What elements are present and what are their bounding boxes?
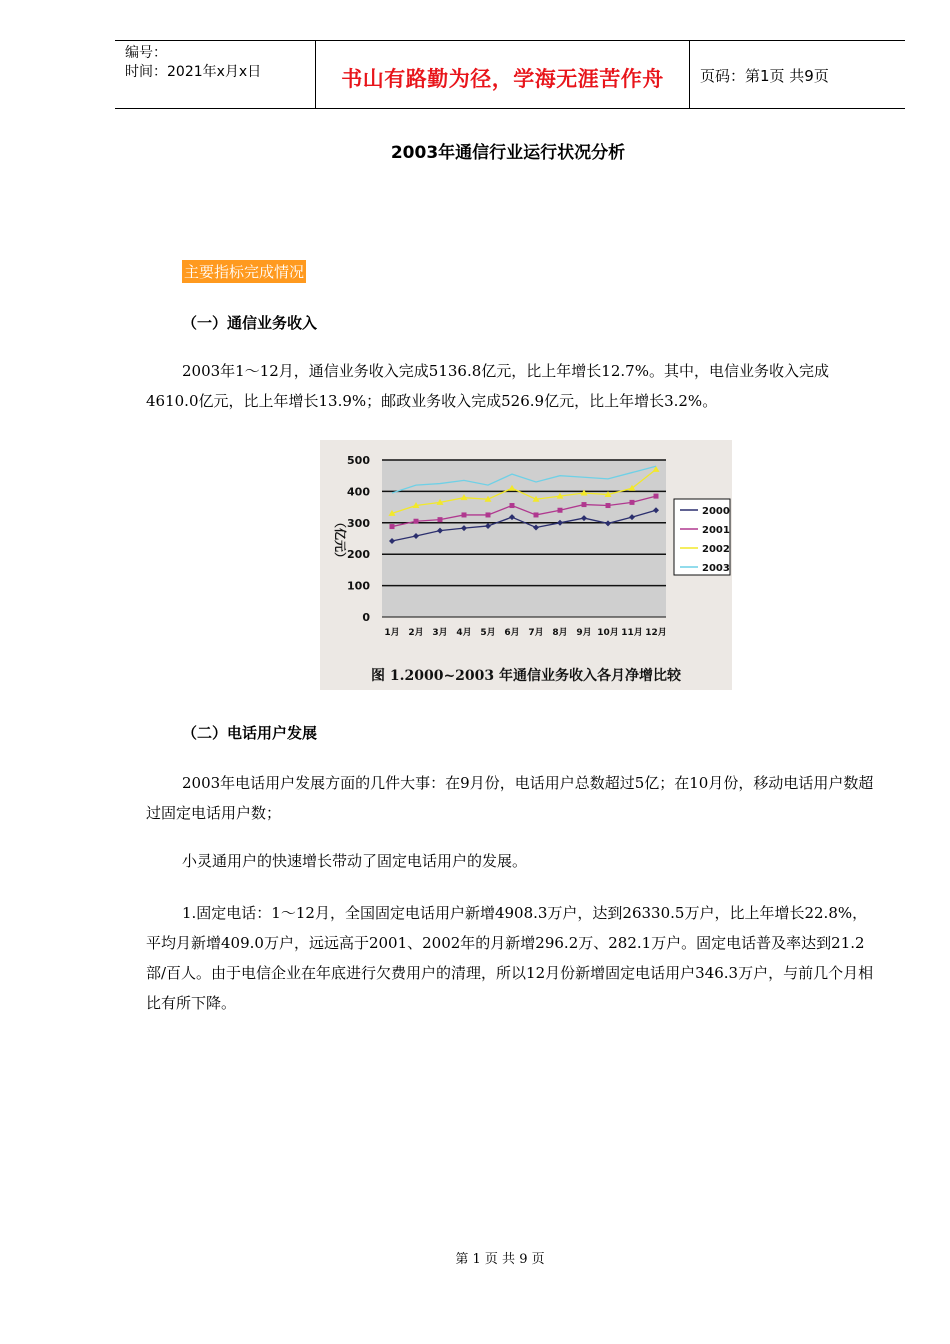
x-tick-label: 7月 [528,628,544,638]
x-tick-label: 5月 [480,628,496,638]
y-tick-label: 300 [347,516,370,530]
data-point [534,512,539,517]
legend-label: 2001 [702,525,730,536]
y-tick-label: 0 [362,611,370,624]
x-tick-label: 12月 [645,628,667,638]
number-label: 编号： [125,45,167,61]
data-point [390,524,395,529]
data-point [510,503,515,508]
data-point [462,512,467,517]
subheading-phone-users: （二）电话用户发展 [182,724,318,742]
data-point [606,503,611,508]
paragraph-revenue: 2003年1～12月，通信业务收入完成5136.8亿元，比上年增长12.7%。其中，电信业务收入完成4610.0亿元，比上年增长13.9%；邮政业务收入完成526.9亿元，比上年增长3.2%。 [146,362,829,410]
legend-label: 2000 [702,506,730,517]
section-tag: 主要指标完成情况 [182,260,306,283]
paragraph-fixed-line: 1.固定电话：1～12月，全国固定电话用户新增4908.3万户，达到26330.5万户，比上年增长22.8%，平均月新增409.0万户，远远高于2001、2002年的月新增296.2万、282.1万户。固定电话普及率达到21.2部/百人。由于电信企业在年底进行欠费用户的清理，所以12月份新增固定电话用户346.3万户，与前几个月相比有所下降。 [146,904,874,1012]
header-meta-cell [115,41,316,108]
legend-label: 2002 [702,544,730,555]
revenue-chart [320,440,732,690]
x-tick-label: 11月 [621,628,643,638]
document-title: 2003年通信行业运行状况分析 [390,143,626,163]
x-tick-label: 10月 [597,628,619,638]
paragraph-phone-events: 2003年电话用户发展方面的几件大事：在9月份，电话用户总数超过5亿；在10月份，移动电话用户数超过固定电话用户数； [146,774,874,822]
page-footer: 第 1 页 共 9 页 [455,1252,545,1267]
data-point [558,508,563,513]
data-point [486,512,491,517]
x-tick-label: 3月 [432,628,448,638]
y-tick-label: 400 [347,485,370,499]
x-tick-label: 9月 [576,628,592,638]
paragraph-phs: 小灵通用户的快速增长带动了固定电话用户的发展。 [182,852,528,870]
time-label: 时间：2021年x月x日 [125,64,262,80]
y-tick-label: 100 [347,579,370,593]
header-page-cell [690,41,905,108]
y-tick-label: 200 [347,548,370,562]
x-tick-label: 4月 [456,628,472,638]
x-tick-label: 6月 [504,628,520,638]
data-point [438,517,443,522]
data-point [654,494,659,499]
page-label: 页码：第1页 共9页 [700,67,829,85]
data-point [630,500,635,505]
data-point [414,519,419,524]
subheading-revenue: （一）通信业务收入 [182,314,318,332]
header-motto-cell [316,41,690,108]
x-tick-label: 2月 [408,628,424,638]
x-tick-label: 8月 [552,628,568,638]
motto: 书山有路勤为径，学海无涯苦作舟 [341,67,664,91]
chart-svg [320,440,732,690]
x-tick-label: 1月 [384,628,400,638]
data-point [582,502,587,507]
legend-label: 2003 [702,563,730,574]
y-axis-label: （亿元） [333,515,347,565]
header-table [115,40,905,109]
chart-caption: 图 1.2000~2003 年通信业务收入各月净增比较 [370,668,682,684]
plot-area [382,460,666,617]
y-tick-label: 500 [347,454,370,467]
